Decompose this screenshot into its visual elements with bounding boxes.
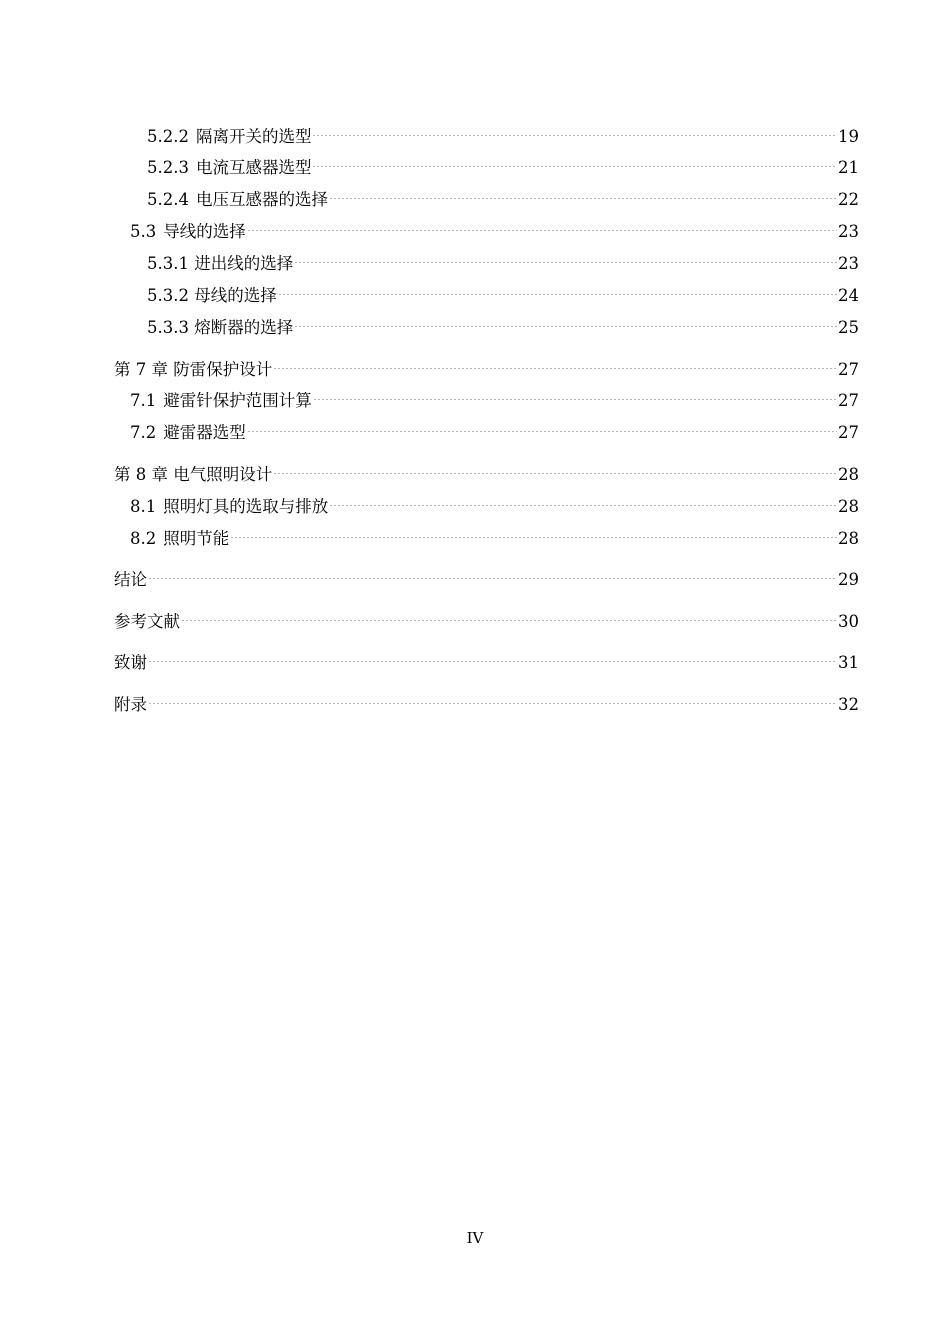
toc-chapter-entry[interactable]	[114, 686, 859, 714]
toc-leader-dots	[247, 414, 837, 438]
toc-entry[interactable]	[130, 382, 859, 410]
toc-entry-page: 28	[838, 529, 859, 548]
toc-entry[interactable]	[130, 213, 859, 241]
toc-leader-dots	[273, 351, 837, 375]
toc-entry-page: 28	[838, 497, 859, 516]
page-number-footer: IV	[466, 1229, 484, 1247]
toc-leader-dots	[278, 277, 837, 301]
toc-entry-title: 第 7 章 防雷保护设计	[114, 360, 273, 379]
toc-entry-title: 5.2.2 隔离开关的选型	[147, 127, 312, 146]
toc-entry-title: 5.3.1 进出线的选择	[147, 254, 294, 273]
toc-entry-page: 23	[838, 222, 859, 241]
toc-entry[interactable]	[130, 520, 859, 548]
toc-entry-page: 29	[838, 570, 859, 589]
toc-entry-page: 31	[838, 653, 859, 672]
toc-entry-page: 27	[838, 423, 859, 442]
toc-leader-dots	[312, 149, 837, 173]
toc-entry-title: 结论	[114, 570, 147, 589]
toc-entry-page: 23	[838, 254, 859, 273]
toc-entry-page: 30	[838, 612, 859, 631]
toc-entry-page: 24	[838, 286, 859, 305]
toc-entry-page: 28	[838, 465, 859, 484]
toc-leader-dots	[329, 181, 837, 205]
toc-entry[interactable]	[147, 309, 859, 337]
toc-leader-dots	[148, 561, 837, 585]
toc-chapter-entry[interactable]	[114, 644, 859, 672]
toc-entry-title: 5.2.4 电压互感器的选择	[147, 190, 328, 209]
toc-entry-title: 5.3.3 熔断器的选择	[147, 318, 294, 337]
toc-entry[interactable]	[147, 245, 859, 273]
toc-leader-dots	[329, 488, 837, 512]
toc-entry[interactable]	[130, 488, 859, 516]
toc-entry[interactable]	[147, 149, 859, 177]
toc-entry-title: 7.1 避雷针保护范围计算	[130, 391, 312, 410]
toc-entry[interactable]	[130, 414, 859, 442]
toc-leader-dots	[312, 118, 837, 142]
toc-leader-dots	[148, 686, 837, 710]
toc-chapter-entry[interactable]	[114, 603, 859, 631]
toc-leader-dots	[247, 213, 837, 237]
toc-entry-title: 第 8 章 电气照明设计	[114, 465, 273, 484]
toc-leader-dots	[181, 603, 837, 627]
toc-entry-title: 5.2.3 电流互感器选型	[147, 158, 312, 177]
toc-entry-title: 8.1 照明灯具的选取与排放	[130, 497, 329, 516]
toc-entry-page: 27	[838, 360, 859, 379]
toc-leader-dots	[273, 456, 837, 480]
toc-entry-title: 5.3 导线的选择	[130, 222, 246, 241]
toc-chapter-entry[interactable]	[114, 561, 859, 589]
toc-leader-dots	[313, 382, 837, 406]
toc-leader-dots	[294, 309, 837, 333]
toc-entry-title: 5.3.2 母线的选择	[147, 286, 277, 305]
toc-leader-dots	[230, 520, 837, 544]
toc-entry[interactable]	[147, 181, 859, 209]
toc-leader-dots	[294, 245, 837, 269]
toc-entry-title: 7.2 避雷器选型	[130, 423, 246, 442]
toc-entry-page: 22	[838, 190, 859, 209]
toc-entry-page: 19	[838, 127, 859, 146]
toc-entry-title: 附录	[114, 695, 147, 714]
toc-chapter-entry[interactable]	[114, 351, 859, 379]
toc-entry-page: 25	[838, 318, 859, 337]
toc-entry[interactable]	[147, 277, 859, 305]
toc-leader-dots	[148, 644, 837, 668]
toc-entry-page: 32	[838, 695, 859, 714]
toc-entry-page: 21	[838, 158, 859, 177]
toc-entry-title: 致谢	[114, 653, 147, 672]
toc-chapter-entry[interactable]	[114, 456, 859, 484]
toc-entry[interactable]	[147, 118, 859, 146]
toc-entry-page: 27	[838, 391, 859, 410]
toc-entry-title: 参考文献	[114, 612, 180, 631]
toc-entry-title: 8.2 照明节能	[130, 529, 230, 548]
